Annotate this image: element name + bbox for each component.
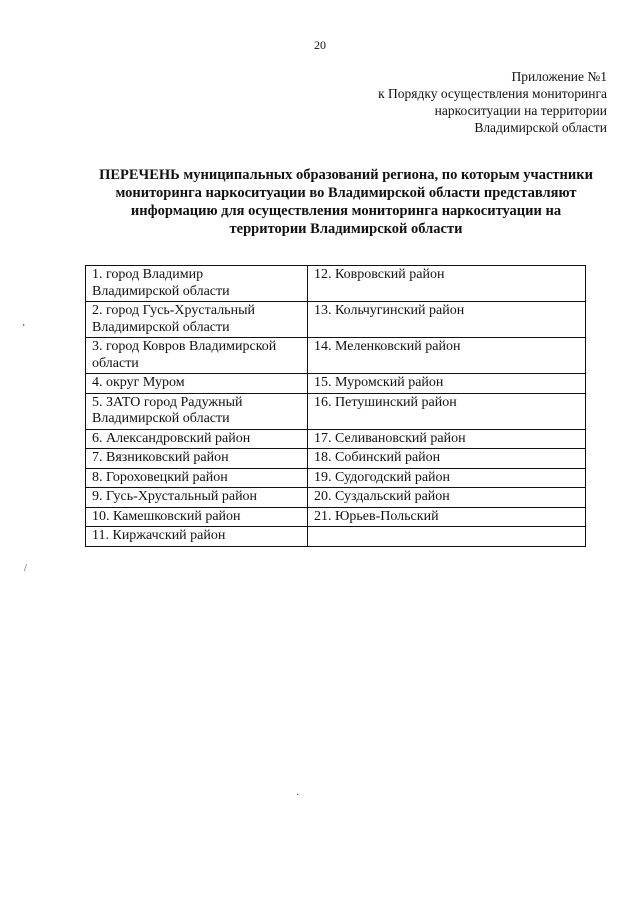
- appendix-line-1: Приложение №1: [511, 69, 607, 84]
- municipalities-table: [85, 265, 586, 547]
- table-row: [86, 338, 586, 374]
- municipality-cell-left: 10. Камешковский район: [86, 507, 308, 527]
- scan-mark: ·: [296, 790, 300, 801]
- municipality-cell-left: 4. округ Муром: [86, 374, 308, 394]
- table-row: [86, 429, 586, 449]
- appendix-line-4: Владимирской области: [474, 120, 607, 135]
- table-row: [86, 374, 586, 394]
- document-title: [70, 166, 622, 238]
- title-line-1: [70, 166, 622, 184]
- page-number: 20: [314, 38, 326, 52]
- appendix-header: [378, 68, 607, 136]
- municipality-cell-right: 17. Селивановский район: [308, 429, 586, 449]
- municipality-cell-right: 18. Собинский район: [308, 449, 586, 469]
- municipality-cell-right: 14. Меленковский район: [308, 338, 586, 374]
- municipality-cell-left: 8. Гороховецкий район: [86, 468, 308, 488]
- table-row: [86, 507, 586, 527]
- municipality-cell-left: 6. Александровский район: [86, 429, 308, 449]
- table-row: [86, 488, 586, 508]
- municipality-cell-right: 21. Юрьев-Польский: [308, 507, 586, 527]
- municipality-cell-left: 7. Вязниковский район: [86, 449, 308, 469]
- municipality-cell-right: 19. Судогодский район: [308, 468, 586, 488]
- table-row: [86, 393, 586, 429]
- municipality-cell-left: 5. ЗАТО город Радужный Владимирской области: [86, 393, 308, 429]
- title-line-3: информацию для осуществления мониторинга наркоситуации на: [130, 203, 562, 219]
- title-line-4: территории Владимирской области: [229, 221, 463, 237]
- municipality-cell-left: 9. Гусь-Хрустальный район: [86, 488, 308, 508]
- municipality-cell-right: 13. Кольчугинский район: [308, 302, 586, 338]
- title-bold-word: ПЕРЕЧЕНЬ: [99, 167, 180, 183]
- table-row: [86, 302, 586, 338]
- table-row: [86, 527, 586, 547]
- municipality-cell-right: [308, 527, 586, 547]
- appendix-line-3: наркоситуации на территории: [434, 103, 607, 118]
- title-line-1-rest: муниципальных образований региона, по которым участники: [179, 167, 593, 183]
- table-row: [86, 449, 586, 469]
- municipality-cell-right: 12. Ковровский район: [308, 266, 586, 302]
- scan-mark: /: [24, 563, 27, 574]
- table-row: [86, 468, 586, 488]
- municipality-cell-right: 20. Суздальский район: [308, 488, 586, 508]
- municipality-cell-left: 1. город Владимир Владимирской области: [86, 266, 308, 302]
- title-line-2: мониторинга наркоситуации во Владимирской области представляют: [115, 185, 577, 201]
- appendix-line-2: к Порядку осуществления мониторинга: [378, 86, 607, 101]
- municipality-cell-left: 11. Киржачский район: [86, 527, 308, 547]
- municipality-cell-right: 15. Муромский район: [308, 374, 586, 394]
- table-row: [86, 266, 586, 302]
- municipality-cell-left: 2. город Гусь-Хрустальный Владимирской области: [86, 302, 308, 338]
- municipality-cell-left: 3. город Ковров Владимирской области: [86, 338, 308, 374]
- municipality-cell-right: 16. Петушинский район: [308, 393, 586, 429]
- scan-mark: ʼ: [22, 323, 26, 334]
- municipalities-table-body: [86, 266, 586, 547]
